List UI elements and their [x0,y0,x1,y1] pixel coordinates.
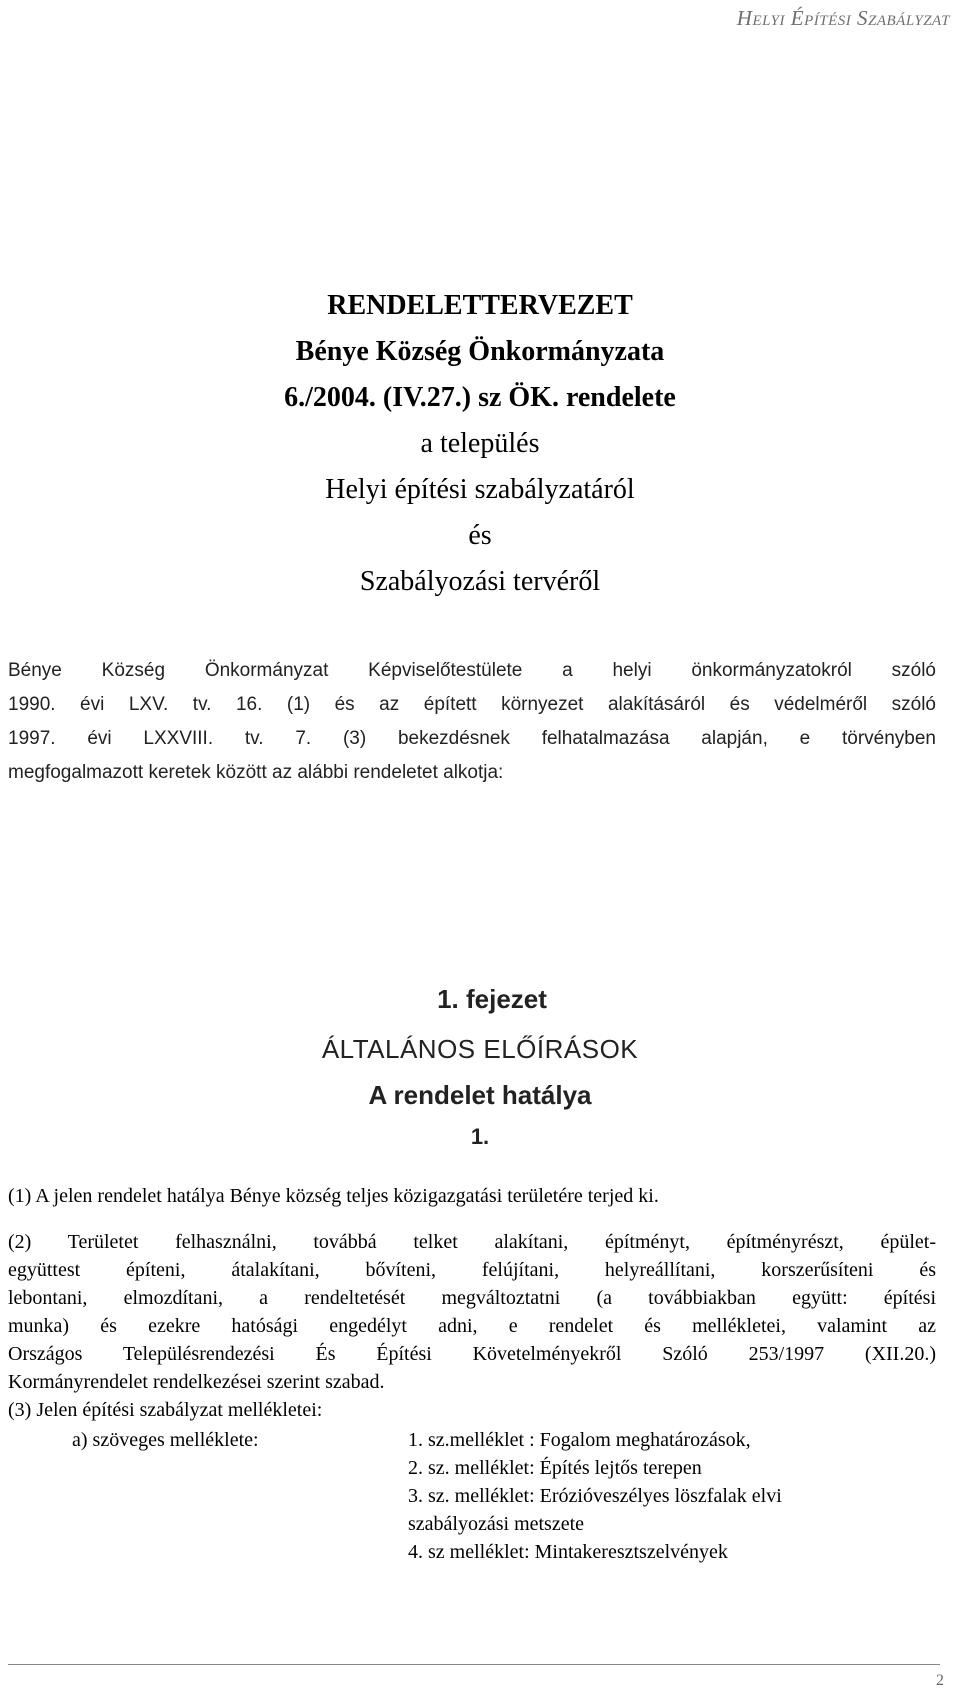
paragraph-2-line: együttest építeni, átalakítani, bővíteni, felújítani, helyreállítani, korszerűsíteni és [8,1259,936,1281]
chapter-number: 1. fejezet [437,984,547,1014]
preamble-paragraph [8,654,936,790]
annex-item: 4. sz melléklet: Mintakeresztszelvények [408,1541,728,1563]
paragraph-2-line: Országos Településrendezési És Építési Követelményekről Szóló 253/1997 (XII.20.) [8,1343,936,1365]
annex-item: 1. sz.melléklet : Fogalom meghatározások, [408,1429,751,1451]
title-line-plan: Szabályozási tervéről [359,566,601,597]
annex-label: a) szöveges melléklete: [72,1429,259,1451]
title-line-municipality: Bénye Község Önkormányzata [295,336,665,367]
section-number: 1. [470,1124,490,1149]
preamble-line: megfogalmazott keretek között az alábbi rendeletet alkotja: [8,762,504,783]
annex-item: 3. sz. melléklet: Erózióveszélyes löszfalak elvi [408,1485,782,1507]
paragraph-2 [8,1228,936,1396]
chapter-heading [0,984,960,1164]
preamble-line: 1997. évi LXXVIII. tv. 7. (3) bekezdésnek felhatalmazása alapján, e törvényben [8,728,936,749]
chapter-name: ÁLTALÁNOS ELŐÍRÁSOK [321,1034,639,1064]
chapter-subtitle: A rendelet hatálya [368,1080,592,1110]
document-title-block [0,283,960,605]
running-header-title: Helyi Építési Szabályzat [736,6,950,30]
annex-item: 2. sz. melléklet: Építés lejtős terepen [408,1457,702,1479]
preamble-line: 1990. évi LXV. tv. 16. (1) és az épített környezet alakításáról és védelméről szóló [8,694,936,715]
paragraph-3: (3) Jelen építési szabályzat mellékletei: [8,1399,323,1421]
title-line-decree-number: 6./2004. (IV.27.) sz ÖK. rendelete [284,382,676,413]
paragraph-2-line: (2) Területet felhasználni, továbbá telket alakítani, építményt, építményrészt, épület- [8,1231,936,1253]
footer-divider [8,1664,940,1665]
title-line-settlement: a település [420,428,540,459]
title-line-regulation: Helyi építési szabályzatáról [325,474,635,505]
title-line-and: és [468,520,492,551]
paragraph-2-line: munka) és ezekre hatósági engedélyt adni, e rendelet és mellékletei, valamint az [8,1315,936,1337]
preamble-line: Bénye Község Önkormányzat Képviselőtestülete a helyi önkormányzatokról szóló [8,660,936,681]
annex-items [408,1426,948,1566]
paragraph-1: (1) A jelen rendelet hatálya Bénye község teljes közigazgatási területére terjed ki. [8,1185,659,1207]
paragraph-2-line: Kormányrendelet rendelkezései szerint szabad. [8,1371,385,1393]
page-number: 2 [936,1672,944,1689]
title-line-draft: RENDELETTERVEZET [327,290,633,321]
paragraph-2-line: lebontani, elmozdítani, a rendeltetését megváltoztatni (a továbbiakban együtt: építési [8,1287,936,1309]
annex-item: szabályozási metszete [408,1513,585,1535]
